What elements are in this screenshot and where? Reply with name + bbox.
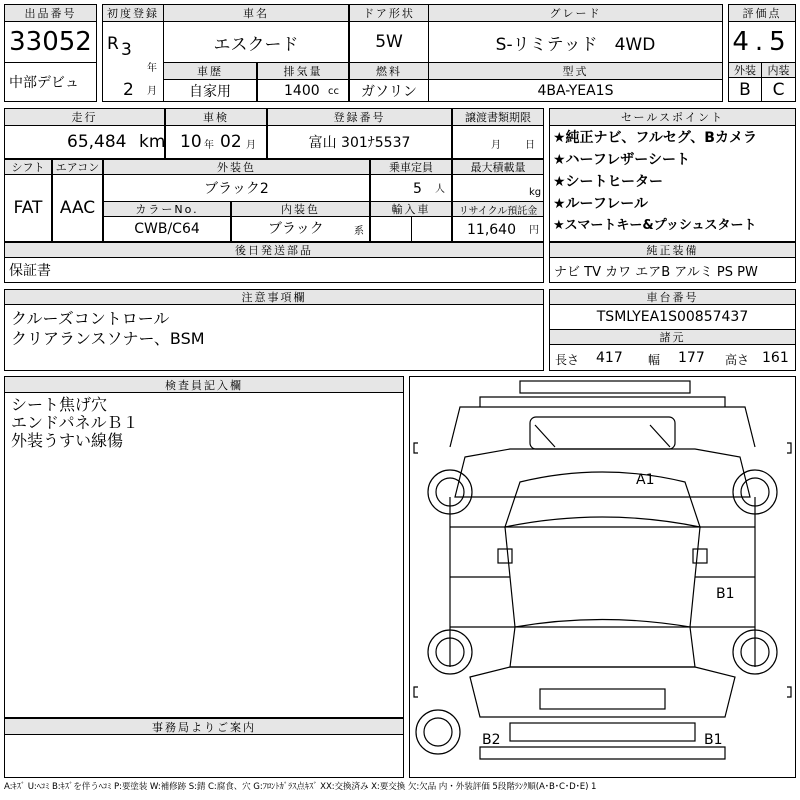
car-damage-diagram [409, 376, 796, 778]
rear-panel-shape [480, 747, 725, 759]
reg-year-unit: 年 [147, 63, 157, 74]
side-lines [450, 497, 755, 667]
recycle-unit: 円 [529, 225, 539, 236]
recycle-box [452, 216, 544, 242]
door-label: ドア形状 [349, 4, 429, 22]
deadline-box [452, 125, 544, 159]
color-no: CWB/C64 [103, 216, 231, 242]
inspector-line: 外装うすい線傷 [11, 431, 124, 450]
damage-mark: B2 [482, 732, 501, 748]
import-cell-1 [370, 216, 412, 242]
ext-color-label: 外装色 [103, 159, 370, 175]
later-parts: 保証書 [4, 257, 544, 283]
sales-point: ★純正ナビ、フルセグ、Bカメラ [553, 130, 757, 146]
height-label: 高さ [725, 353, 750, 367]
damage-mark: A1 [636, 472, 655, 488]
rear-bumper-shape [510, 723, 695, 741]
inspection-box [165, 125, 267, 159]
shift-label: シフト [4, 159, 52, 175]
car-name-label: 車名 [163, 4, 349, 22]
spare-wheel [416, 710, 460, 754]
mirror-left-shape [498, 549, 512, 563]
model: 4BA-YEA1S [428, 79, 723, 102]
debut-label: 中部デビュ [4, 62, 97, 102]
chassis-no: TSMLYEA1S00857437 [549, 304, 796, 330]
fuel: ガソリン [349, 79, 429, 102]
displacement: 1400 [284, 83, 320, 99]
ac: AAC [52, 174, 103, 242]
deadline-day: 日 [525, 140, 535, 151]
notes-label: 注意事項欄 [4, 289, 544, 305]
ext-grade-label: 外装 [728, 62, 762, 78]
plate-label: 登録番号 [267, 108, 452, 126]
load-label: 最大積載量 [452, 159, 544, 175]
mileage-box [4, 125, 165, 159]
reg-year: 3 [121, 40, 132, 60]
deadline-label: 譲渡書類期限 [452, 108, 544, 126]
office-box [4, 734, 404, 778]
front-bumper-shape [520, 381, 690, 393]
inspection-label: 車検 [165, 108, 267, 126]
dims-box [549, 344, 796, 371]
office-label: 事務局よりご案内 [4, 718, 404, 735]
notes-box [4, 304, 544, 371]
length-label: 長さ [555, 353, 580, 367]
first-reg-box [102, 21, 164, 102]
int-color: ブラック [268, 221, 324, 237]
ext-grade: B [728, 77, 762, 102]
inspector-label: 検査員記入欄 [4, 376, 404, 393]
width-label: 幅 [648, 353, 661, 367]
later-parts-label: 後日発送部品 [4, 242, 544, 258]
grille-lines [535, 425, 670, 447]
sales-points-box [549, 125, 796, 242]
door: 5W [349, 21, 429, 63]
capacity-label: 乗車定員 [370, 159, 452, 175]
inspection-year-unit: 年 [204, 140, 214, 151]
mirror-right-shape [693, 549, 707, 563]
ext-color: ブラック2 [103, 174, 370, 202]
load-box [452, 174, 544, 202]
mileage: 65,484 [67, 132, 127, 152]
inspector-line: シート焦げ穴 [11, 395, 108, 414]
legend: A:ｷｽﾞ U:ﾍｺﾐ B:ｷｽﾞを伴うﾍｺﾐ P:要塗装 W:補修跡 S:錆 C:腐食、穴 G:ﾌﾛﾝﾄｶﾞﾗｽ点ｷｽﾞ XX:交換済み X:要交換 欠:欠品 内・外装評価 5段階ﾗﾝｸ順(A･B･C･D･E) 1 [4, 782, 597, 792]
recycle-label: リサイクル預託金 [452, 201, 544, 217]
height: 161 [762, 350, 789, 366]
inspector-line: エンドパネルＢ１ [11, 413, 139, 432]
inspection-year: 10 [180, 132, 202, 152]
history-label: 車歴 [163, 62, 257, 80]
displacement-label: 排気量 [257, 62, 349, 80]
grade: S-リミテッド 4WD [428, 21, 723, 63]
capacity-box [370, 174, 452, 202]
windshield-shape [455, 449, 750, 497]
roof-shape [505, 527, 700, 627]
length: 417 [596, 350, 623, 366]
lot-no-label: 出品番号 [4, 4, 97, 22]
deadline-month: 月 [491, 140, 501, 151]
era: R [107, 34, 119, 54]
inspection-month: 02 [220, 132, 242, 152]
genuine-equipment: ナビ TV カワ エアB アルミ PS PW [549, 257, 796, 283]
reg-month-unit: 月 [147, 86, 157, 97]
score-label: 評価点 [728, 4, 796, 22]
note-line: クリアランスソナー、BSM [11, 329, 205, 348]
first-reg-label: 初度登録 [102, 4, 164, 22]
int-grade-label: 内装 [761, 62, 796, 78]
capacity: 5 [413, 181, 422, 197]
sales-point: ★スマートキー&プッシュスタート [553, 218, 757, 233]
grade-label: グレード [428, 4, 723, 22]
score: 4.5 [728, 21, 796, 63]
int-color-label: 内装色 [231, 201, 370, 217]
inspector-box [4, 392, 404, 718]
ac-label: エアコン [52, 159, 103, 175]
inspection-month-unit: 月 [246, 140, 256, 151]
damage-mark: B1 [704, 732, 723, 748]
car-outline-svg [410, 377, 795, 777]
model-label: 型式 [428, 62, 723, 80]
mileage-label: 走行 [4, 108, 165, 126]
history: 自家用 [163, 79, 257, 102]
mileage-unit: km [139, 132, 166, 152]
sales-points-label: セールスポイント [549, 108, 796, 126]
damage-mark: B1 [716, 586, 735, 602]
chassis-label: 車台番号 [549, 289, 796, 305]
sales-point: ★ハーフレザーシート [553, 152, 691, 168]
width: 177 [678, 350, 705, 366]
car-name: エスクード [163, 21, 349, 63]
recycle: 11,640 [467, 222, 516, 238]
import-label: 輸入車 [370, 201, 452, 217]
sales-point: ★ルーフレール [553, 196, 649, 212]
roof-front-shape [505, 472, 700, 527]
color-no-label: カラーNo. [103, 201, 231, 217]
rear-plate-shape [540, 689, 665, 709]
int-color-box [231, 216, 370, 242]
load-unit: kg [529, 187, 542, 198]
reg-month: 2 [123, 80, 134, 100]
shift: FAT [4, 174, 52, 242]
genuine-label: 純正装備 [549, 242, 796, 258]
plate: 富山 301ﾅ5537 [267, 125, 452, 159]
lot-no: 33052 [4, 21, 97, 63]
note-line: クルーズコントロール [11, 309, 170, 328]
dims-label: 諸元 [549, 329, 796, 345]
sales-point: ★シートヒーター [553, 174, 663, 190]
displacement-box [257, 79, 349, 102]
door-lines [450, 527, 755, 627]
displacement-unit: cc [328, 86, 339, 97]
int-color-suffix: 系 [354, 226, 364, 237]
front-panel-shape [480, 397, 725, 407]
hood-shape [450, 407, 755, 447]
int-grade: C [761, 77, 796, 102]
capacity-unit: 人 [435, 184, 445, 195]
import-cell-2 [411, 216, 452, 242]
fuel-label: 燃料 [349, 62, 429, 80]
